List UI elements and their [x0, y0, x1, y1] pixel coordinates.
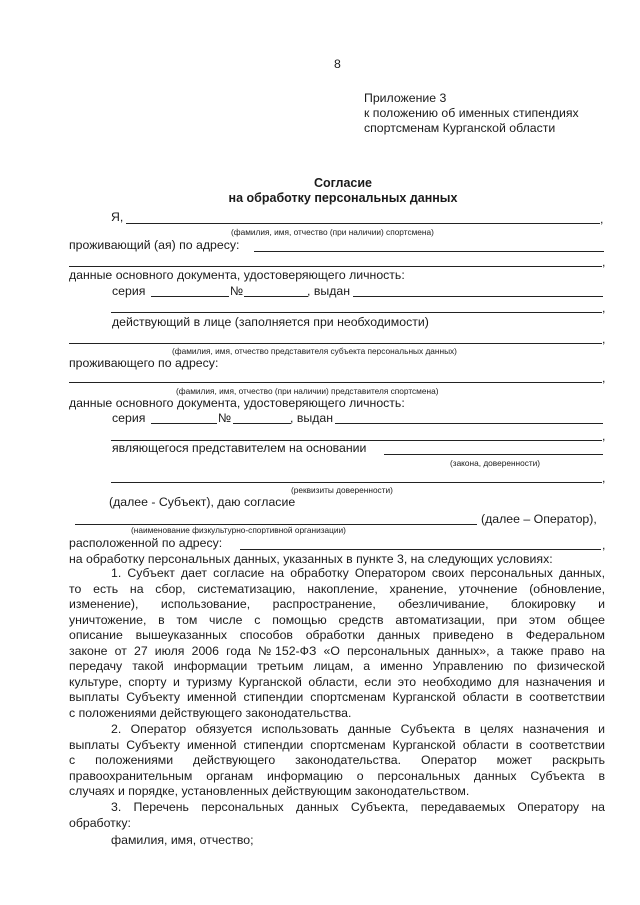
comma: , [602, 538, 606, 552]
p1-line-5: описание вышеуказанных способов обработки данных приведено в Федеральном [69, 628, 605, 642]
living-at-2-label: проживающего по адресу: [69, 356, 219, 370]
issued-label: , выдан [307, 284, 351, 298]
hint-law: (закона, доверенности) [450, 458, 541, 468]
hint-athlete-fio: (фамилия, имя, отчество (при наличии) спортсмена) [231, 227, 434, 237]
series-2-label: серия [112, 411, 146, 425]
living-at-label: проживающий (ая) по адресу: [69, 238, 240, 252]
issued-field[interactable] [353, 296, 603, 297]
rep-fio-line[interactable] [69, 343, 602, 344]
acting-as-label: действующий в лице (заполняется при необходимости) [112, 315, 429, 329]
hint-rep-fio-athlete: (фамилия, имя, отчество (при наличии) представителя спортсмена) [176, 386, 439, 396]
p2-line-4: правоохранительным органам информацию о персональных данных Субъекта в [69, 768, 605, 783]
appendix-block [364, 91, 579, 136]
number-2-label: № [218, 411, 232, 425]
doc-main-label: данные основного документа, удостоверяющего личность: [69, 268, 405, 282]
org-address-field[interactable] [240, 549, 601, 550]
issued-2-field[interactable] [335, 423, 603, 424]
number-label: № [230, 284, 244, 298]
number-field[interactable] [244, 296, 308, 297]
p3-line-2: обработку: [69, 815, 131, 830]
appendix-line-3: спортсменам Курганской области [364, 121, 556, 135]
athlete-fio-line[interactable] [126, 223, 600, 224]
p1-line-10: с положениями действующего законодательства. [69, 705, 352, 720]
comma: , [602, 429, 606, 443]
operator-suffix: (далее – Оператор), [481, 512, 597, 526]
series-label: серия [112, 284, 146, 298]
p1-line-2: то есть на сбор, систематизацию, накопление, хранение, уточнение (обновление, [69, 581, 605, 596]
proxy-field[interactable] [111, 482, 602, 483]
conditions-text: на обработку персональных данных, указанных в пункте 3, на следующих условиях: [69, 552, 553, 566]
page-number: 8 [334, 57, 341, 71]
located-at-label: расположенной по адресу: [69, 536, 223, 550]
p1-line-1: 1. Субъект дает согласие на обработку Оператором своих персональных данных, [111, 566, 605, 580]
issued-field-2[interactable] [111, 312, 602, 313]
doc-title-line-1: Согласие [313, 176, 373, 190]
hint-rep-fio-subject: (фамилия, имя, отчество представителя субъекта персональных данных) [172, 346, 457, 356]
issued-2-label: , выдан [290, 411, 334, 425]
doc-main-2-label: данные основного документа, удостоверяющего личность: [69, 396, 405, 410]
p2-line-1: 2. Оператор обязуется использовать данные Субъекта в целях назначения и [111, 722, 605, 736]
address-line-1b[interactable] [69, 266, 602, 267]
basis-field[interactable] [384, 454, 603, 455]
ya-label: Я, [111, 210, 124, 224]
comma: , [602, 471, 606, 485]
p2-line-5: случаях и порядке, установленных действующим законодательством. [69, 784, 470, 798]
hint-org: (наименование физкультурно-спортивной организации) [131, 525, 346, 535]
p1-line-3: изменение), использование, распространение, обезличивание, блокировку и [69, 597, 605, 611]
list-item-fio: фамилия, имя, отчество; [111, 833, 254, 847]
appendix-line-1: Приложение 3 [364, 91, 447, 105]
series-2-field[interactable] [151, 423, 217, 424]
p1-line-4: уничтожение, в том числе с помощью средств автоматизации, при этом общее [69, 612, 605, 627]
address-line-2[interactable] [69, 382, 602, 383]
doc-title-line-2: на обработку персональных данных [228, 191, 458, 205]
p1-line-7: передачу такой информации третьим лицам, а именно Управлению по физической [69, 659, 605, 673]
p1-line-6: законе от 27 июля 2006 года №152-ФЗ «О персональных данных», а также право на [69, 643, 605, 658]
representative-basis-label: являющегося представителем на основании [112, 441, 367, 455]
p3-line-1: 3. Перечень персональных данных Субъекта, передаваемых Оператору на [111, 800, 605, 814]
comma: , [602, 255, 606, 269]
p1-line-8: культуре, спорту и туризму Курганской области, если это необходимо для назначения и [69, 674, 605, 689]
comma: , [602, 332, 606, 346]
comma: , [600, 212, 604, 226]
appendix-line-2: к положению об именных стипендиях [364, 106, 579, 120]
p1-line-9: выплаты Субъекту именной стипендии спортсменам Курганской области в соответствии [69, 690, 605, 704]
p2-line-2: выплаты Субъекту именной стипендии спортсменам Курганской области в соответствии [69, 737, 605, 752]
hint-proxy: (реквизиты доверенности) [291, 485, 393, 495]
p2-line-3: с положениями действующего законодательства. Оператор может раскрыть [69, 753, 605, 767]
series-field[interactable] [151, 296, 229, 297]
number-2-field[interactable] [233, 423, 291, 424]
comma: , [602, 301, 606, 315]
subject-consent-label: (далее - Субъект), даю согласие [109, 495, 296, 509]
address-line-1a[interactable] [254, 251, 604, 252]
comma: , [602, 371, 606, 385]
